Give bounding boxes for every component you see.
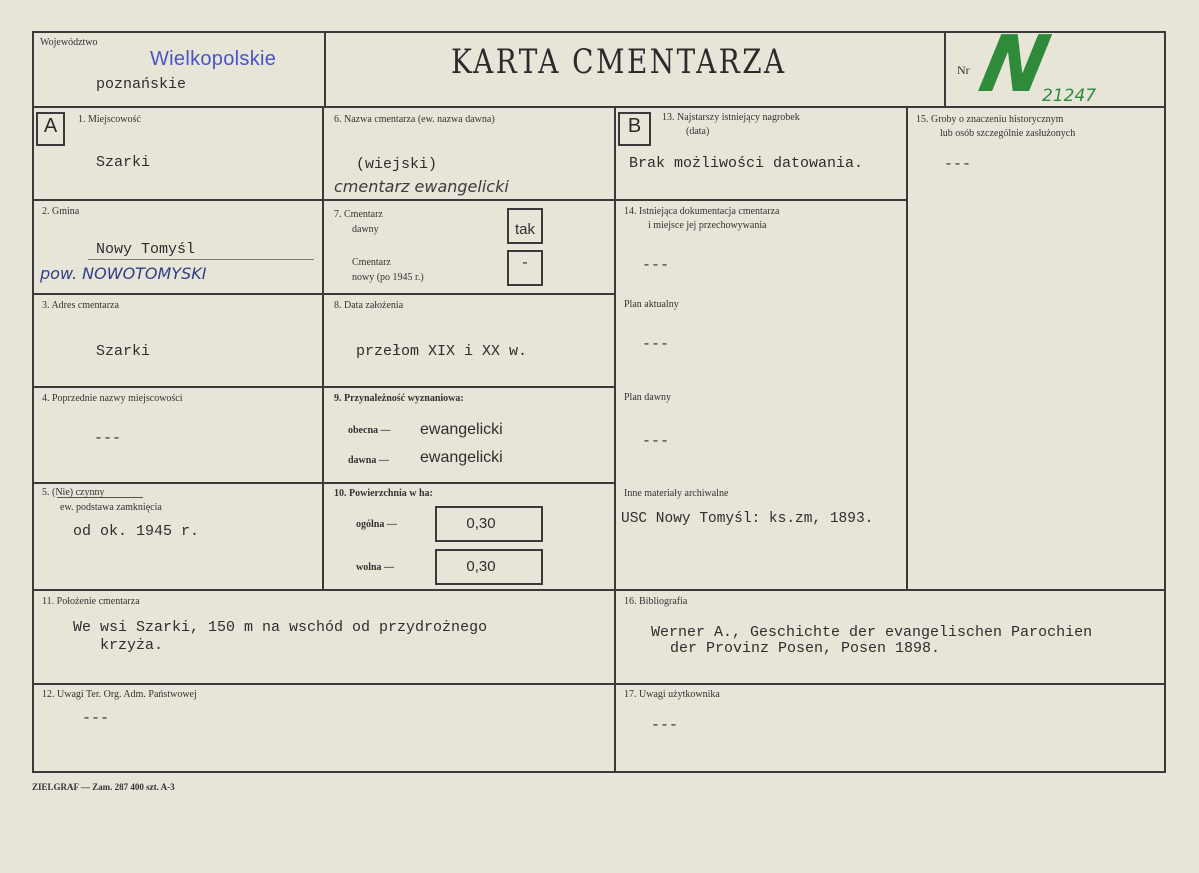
rule-col-nr (944, 31, 946, 108)
page-title: KARTA CMENTARZA (451, 42, 787, 82)
uwagi-ter-label: 12. Uwagi Ter. Org. Adm. Państwowej (42, 689, 197, 700)
polozenie-value-line2: krzyża. (100, 637, 164, 654)
cmentarz-dawny-sublabel: dawny (352, 224, 379, 235)
rule-col2 (614, 106, 616, 773)
nazwa-label: 6. Nazwa cmentarza (ew. nazwa dawna) (334, 114, 495, 125)
section-b-letter: B (627, 115, 642, 137)
powierzchnia-ogolna-value: 0,30 (466, 515, 496, 532)
uwagi-ter-value: --- (82, 710, 110, 727)
poprzednie-nazwy-value: --- (94, 430, 122, 447)
najstarszy-nagrobek-label: 13. Najstarszy istniejący nagrobek (662, 112, 800, 123)
miejscowosc-value: Szarki (96, 154, 151, 171)
czynny-label: 5. (Nie) czynny (42, 487, 105, 498)
nazwa-value: (wiejski) (356, 156, 438, 173)
rule-col1 (322, 106, 324, 591)
border-left (32, 31, 34, 773)
dokumentacja-label: 14. Istniejąca dokumentacja cmentarza (624, 206, 780, 217)
data-zalozenia-value: przełom XIX i XX w. (356, 343, 528, 360)
przynaleznosc-obecna-label: obecna — (348, 425, 391, 436)
przynaleznosc-dawna-value: ewangelicki (420, 449, 503, 466)
groby-value: --- (944, 156, 972, 173)
groby-label: 15. Groby o znaczeniu historycznym (916, 114, 1064, 125)
powierzchnia-label: 10. Powierzchnia w ha: (334, 488, 433, 499)
nr-label: Nr (957, 63, 970, 77)
nazwa-handwritten: cmentarz ewangelicki (334, 177, 509, 196)
dokumentacja-value: --- (642, 257, 670, 274)
powierzchnia-wolna-value: 0,30 (466, 558, 496, 575)
bibliografia-label: 16. Bibliografia (624, 596, 688, 607)
cmentarz-dawny-label: 7. Cmentarz (334, 209, 383, 220)
polozenie-label: 11. Położenie cmentarza (42, 596, 140, 607)
wojewodztwo-label: Województwo (40, 37, 98, 48)
polozenie-value-line1: We wsi Szarki, 150 m na wschód od przydrożnego (73, 619, 488, 636)
czynny-value: od ok. 1945 r. (73, 523, 200, 540)
cmentarz-dawny-value: tak (514, 221, 535, 238)
wojewodztwo-value: poznańskie (96, 76, 187, 93)
czynny-sublabel: ew. podstawa zamknięcia (60, 502, 162, 513)
plan-aktualny-value: --- (642, 336, 670, 353)
inne-materialy-label: Inne materiały archiwalne (624, 488, 729, 499)
powierzchnia-ogolna-label: ogólna — (356, 519, 397, 530)
plan-dawny-label: Plan dawny (624, 392, 671, 403)
border-right (1164, 31, 1166, 773)
cmentarz-nowy-label: Cmentarz (352, 257, 391, 268)
gmina-underline (88, 259, 314, 260)
rule-col3 (906, 106, 908, 591)
gmina-handwritten: pow. NOWOTOMYSKI (40, 264, 207, 283)
uwagi-uzytkownika-label: 17. Uwagi użytkownika (624, 689, 720, 700)
bibliografia-value-line2: der Provinz Posen, Posen 1898. (670, 640, 941, 657)
przynaleznosc-obecna-value: ewangelicki (420, 421, 503, 438)
rule-row6 (32, 683, 1166, 685)
gmina-label: 2. Gmina (42, 206, 80, 217)
data-zalozenia-label: 8. Data założenia (334, 300, 404, 311)
dokumentacja-sublabel: i miejsce jej przechowywania (648, 220, 767, 231)
przynaleznosc-label: 9. Przynależność wyznaniowa: (334, 393, 464, 404)
bibliografia-value-line1: Werner A., Geschichte der evangelischen Parochien (651, 624, 1093, 641)
plan-dawny-value: --- (642, 433, 670, 450)
powierzchnia-wolna-label: wolna — (356, 562, 395, 573)
printer-imprint: ZIELGRAF — Zam. 287 400 szt. A-3 (32, 782, 175, 792)
inne-materialy-value: USC Nowy Tomyśl: ks.zm, 1893. (621, 511, 874, 527)
cmentarz-nowy-sublabel: nowy (po 1945 r.) (352, 272, 424, 283)
wojewodztwo-stamp: Wielkopolskie (150, 48, 277, 70)
groby-sublabel: lub osób szczególnie zasłużonych (940, 128, 1076, 139)
adres-value: Szarki (96, 343, 151, 360)
gmina-value: Nowy Tomyśl (96, 241, 196, 258)
cmentarz-nowy-value: - (520, 255, 530, 272)
plan-aktualny-label: Plan aktualny (624, 299, 679, 310)
nr-letter: N (972, 20, 1057, 110)
przynaleznosc-dawna-label: dawna — (348, 455, 389, 466)
rule-row1-b (614, 199, 907, 201)
uwagi-uzytkownika-value: --- (651, 717, 679, 734)
miejscowosc-label: 1. Miejscowość (78, 114, 141, 125)
najstarszy-nagrobek-value: Brak możliwości datowania. (629, 155, 864, 172)
border-bottom (32, 771, 1166, 773)
adres-label: 3. Adres cmentarza (42, 300, 119, 311)
poprzednie-nazwy-label: 4. Poprzednie nazwy miejscowości (42, 393, 183, 404)
najstarszy-nagrobek-sublabel: (data) (686, 126, 710, 137)
rule-row5 (32, 589, 1166, 591)
rule-col1-header (324, 31, 326, 108)
nr-number: 21247 (1042, 86, 1097, 106)
section-a-letter: A (43, 115, 58, 137)
